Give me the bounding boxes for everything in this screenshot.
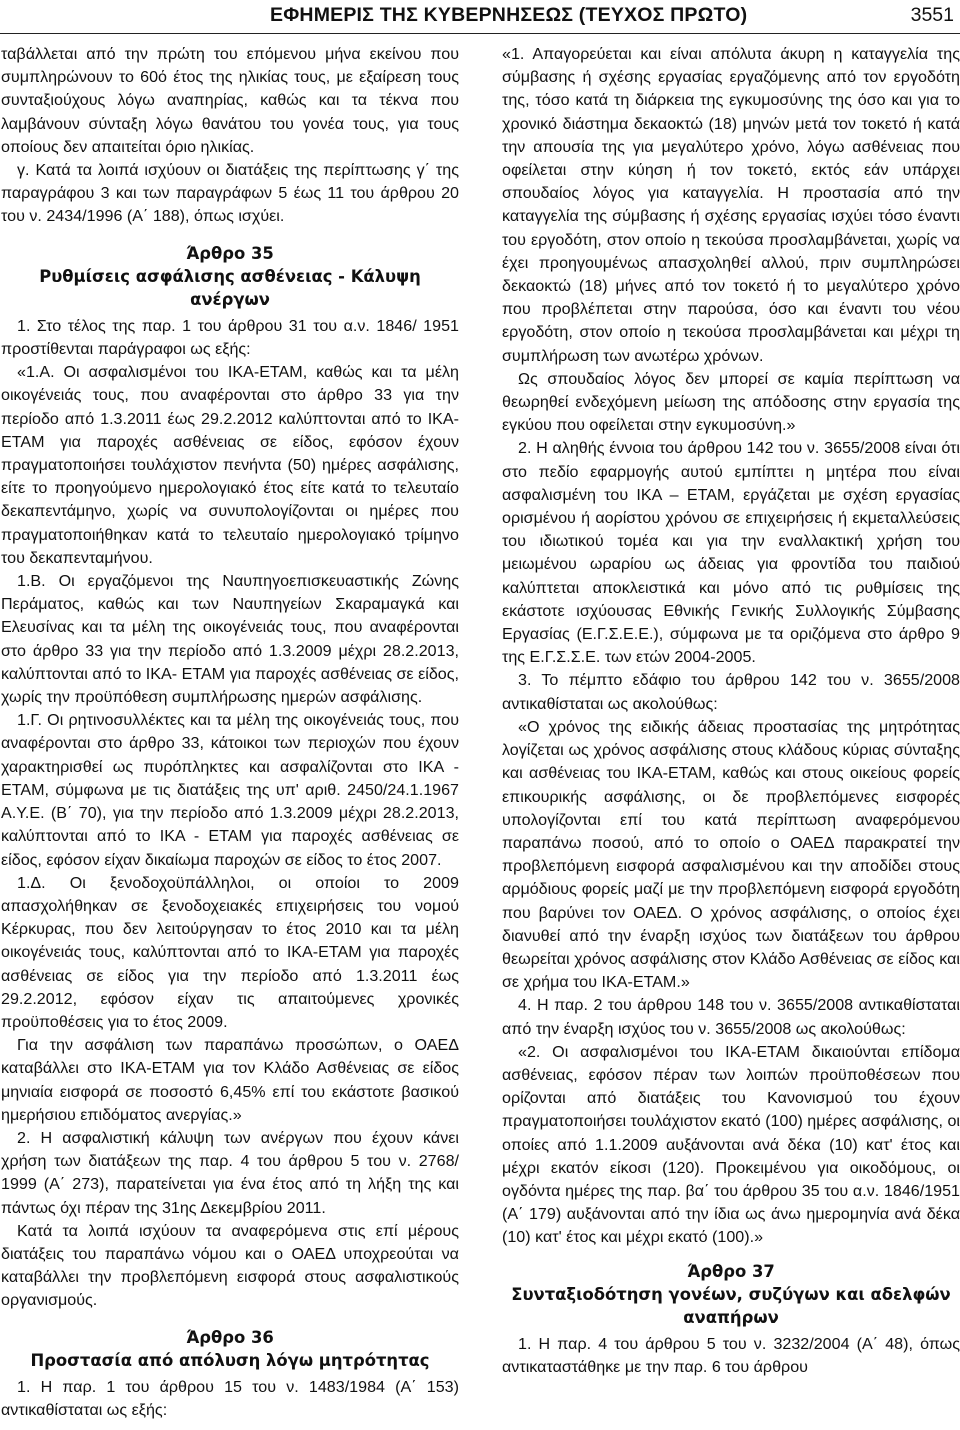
header-divider [0,33,960,34]
gazette-title: ΕΦΗΜΕΡΙΣ ΤΗΣ ΚΥΒΕΡΝΗΣΕΩΣ (ΤΕΥΧΟΣ ΠΡΩΤΟ) [270,4,748,26]
page-number: 3551 [910,4,954,26]
paragraph: «2. Οι ασφαλισμένοι του ΙΚΑ-ΕΤΑΜ δικαιούνται επίδομα ασθένειας, εφόσον πέραν των λοιπών προϋποθέσεων που ορίζονται από διατάξεις του Κανονισμού του έχουν πραγματοποιήσει τουλάχιστον εκατό (100) ημέρες ασφάλισης, οι οποίες από 1.1.2009 αυξάνονται ανά δέκα (10) κατ' έτος και μέχρι εκατόν είκοσι (120). Προκειμένου για οικοδόμους, οι ογδόντα ημέρες της παρ. βα΄ του άρθρου 35 του α.ν. 1846/1951 (Α΄ 179) αυξάνονται από την ίδια ως άνω ημερομηνία ανά δέκα (10) κατ' έτος και μέχρι εκατό (100).» [502,1042,960,1247]
paragraph: 1. Στο τέλος της παρ. 1 του άρθρου 31 του α.ν. 1846/ 1951 προστίθενται παράγραφοι ως εξής: [1,316,459,359]
article-37-subtitle: Συνταξιοδότηση γονέων, συζύγων και αδελφών αναπήρων [511,1284,951,1327]
paragraph: 1.Δ. Οι ξενοδοχοϋπάλληλοι, οι οποίοι το 2009 απασχολήθηκαν σε ξενοδοχειακές επιχειρήσεις του νομού Κέρκυρας, που δεν λειτούργησαν το έτος 2010 και τα μέλη οικογένειάς τους, καλύπτονται από το ΙΚΑ-ΕΤΑΜ για παροχές ασθένειας σε είδος για την περίοδο από 1.3.2011 έως 29.2.2012, εφόσον είχαν τις απαιτούμενες χρονικές προϋποθέσεις για το έτος 2009. [1,873,459,1031]
paragraph: 1.Β. Οι εργαζόμενοι της Ναυπηγοεπισκευαστικής Ζώνης Περάματος, καθώς και των Ναυπηγείων Σκαραμαγκά και Ελευσίνας και τα μέλη της οικογένειάς τους, που αναφέρονται στο άρθρο 33 για την περίοδο από 1.3.2009 μέχρι 28.2.2013, καλύπτονται από το ΙΚΑ- ΕΤΑΜ για παροχές ασθένειας σε είδος, χωρίς την προϋπόθεση συμπλήρωσης ημερών ασφάλισης. [1,572,459,707]
paragraph: ταβάλλεται από την πρώτη του επόμενου μήνα εκείνου που συμπληρώνουν το 60ό έτος της ηλικίας τους, με εξαίρεση τους συνταξιούχους λόγω αναπηρίας, καθώς και τα τέκνα που λαμβάνουν σύνταξη λόγω θανάτου του γονέα τους, για τους οποίους δεν απαιτείται όριο ηλικίας. [1,45,459,156]
article-37-title: Άρθρο 37 [687,1261,775,1281]
page-header [0,4,960,30]
paragraph: Κατά τα λοιπά ισχύουν τα αναφερόμενα στις επί μέρους διατάξεις του παραπάνω νόμου και ο ΟΑΕΔ υποχρεούται να καταβάλλει την προβλεπόμενη εισφορά στους ασφαλιστικούς οργανισμούς. [1,1221,459,1310]
paragraph: 4. Η παρ. 2 του άρθρου 148 του ν. 3655/2008 αντικαθίσταται από την έναρξη ισχύος του ν. 3655/2008 ως ακολούθως: [502,996,960,1038]
left-column [1,43,459,1422]
article-35-title: Άρθρο 35 [186,243,274,263]
paragraph: 1. Η παρ. 4 του άρθρου 5 του ν. 3232/2004 (Α΄ 48), όπως αντικαταστάθηκε με την παρ. 6 του άρθρου [502,1334,960,1376]
paragraph: 2. Η ασφαλιστική κάλυψη των ανέργων που έχουν κάνει χρήση των διατάξεων της παρ. 4 του άρθρου 5 του ν. 2768/ 1999 (Α΄ 273), παρατείνεται για ένα έτος από τη λήξη της και πάντως όχι πέραν της 31ης Δεκεμβρίου 2011. [1,1128,459,1217]
right-column [502,43,960,1379]
paragraph: Για την ασφάλιση των παραπάνω προσώπων, ο ΟΑΕΔ καταβάλλει στο ΙΚΑ-ΕΤΑΜ για τον Κλάδο Ασθένειας σε είδος μηνιαία εισφορά σε ποσοστό 6,45% επί του εκάστοτε βασικού ημερήσιου επιδόματος ανεργίας.» [1,1036,459,1124]
article-35-subtitle: Ρυθμίσεις ασφάλισης ασθένειας - Κάλυψη ανέργων [39,266,421,309]
paragraph: Ως σπουδαίος λόγος δεν μπορεί σε καμία περίπτωση να θεωρηθεί ενδεχόμενη μείωση της απόδοσης στην εργασία της εγκύου που οφείλεται στην εγκυμοσύνη.» [502,369,960,435]
paragraph: 3. Το πέμπτο εδάφιο του άρθρου 142 του ν. 3655/2008 αντικαθίσταται ως ακολούθως: [502,671,960,713]
paragraph: 2. Η αληθής έννοια του άρθρου 142 του ν. 3655/2008 είναι ότι στο πεδίο εφαρμογής αυτού εμπίπτει η μητέρα που είναι ασφαλισμένη του ΙΚΑ – ΕΤΑΜ, εργάζεται με σχέση εργασίας ορισμένου ή αορίστου χρόνου σε επιχειρήσεις ή εκμεταλλεύσεις του ιδιωτικού τομέα και για την εναλλακτική χρήση του μειωμένου ωραρίου ως άδειας για φροντίδα του παιδιού καλύπτεται αποκλειστικά και μόνο από τις ρυθμίσεις της εκάστοτε ισχύουσας Εθνικής Γενικής Συλλογικής Σύμβασης Εργασίας (Ε.Γ.Σ.Ε.Ε.), σύμφωνα με τα οριζόμενα στο άρθρο 9 της Ε.Γ.Σ.Σ.Ε. των ετών 2004-2005. [502,439,960,667]
article-36-subtitle: Προστασία από απόλυση λόγω μητρότητας [30,1350,430,1370]
paragraph: «1. Απαγορεύεται και είναι απόλυτα άκυρη η καταγγελία της σύμβασης ή σχέσης εργασίας εργαζόμενης από τον εργοδότη της, τόσο κατά τη διάρκεια της εγκυμοσύνης της όσο και για το χρονικό διάστημα δεκαοκτώ (18) μηνών μετά τον τοκετό ή κατά την απουσία της για μεγαλύτερο χρόνο, λόγω ασθένειας που οφείλεται στην κύηση ή τον τοκετό, εκτός εάν υπάρχει σπουδαίος λόγος για καταγγελία. Η προστασία από την καταγγελία της σύμβασης ή σχέσης εργασίας ισχύει τόσο έναντι του εργοδότη, στον οποίο η τεκούσα προσλαμβάνεται, χωρίς να έχει προηγουμένως απασχοληθεί αλλού, πριν συμπληρώσει δεκαοκτώ (18) μήνες από τον τοκετό ή το μεγαλύτερο χρόνο που προβλέπεται στην παρούσα, όσο και έναντι του νέου εργοδότη, στον οποίο η τεκούσα προσλαμβάνεται και μέχρι τη συμπλήρωση των ανωτέρω χρόνων. [502,45,960,365]
paragraph: 1.Γ. Οι ρητινοσυλλέκτες και τα μέλη της οικογένειάς τους, που αναφέρονται στο άρθρο 33, κάτοικοι των περιοχών που έχουν χαρακτηρισθεί ως πυρόπληκτες και ασφαλίζονται στο ΙΚΑ - ΕΤΑΜ, σύμφωνα με τις διατάξεις της υπ' αριθ. 2450/24.1.1967 Α.Υ.Ε. (Β΄ 70), για την περίοδο από 1.3.2009 μέχρι 28.2.2013, καλύπτονται από το ΙΚΑ - ΕΤΑΜ για παροχές ασθένειας σε είδος, εφόσον είχαν δικαίωμα παροχών σε είδος το έτος 2007. [1,711,459,869]
paragraph: «Ο χρόνος της ειδικής άδειας προστασίας της μητρότητας λογίζεται ως χρόνος ασφάλισης στους κλάδους κύριας σύνταξης και ασθένειας του ΙΚΑ-ΕΤΑΜ, καθώς και στους οικείους φορείς επικουρικής ασφάλισης, οι δε προβλεπόμενες εισφορές υπολογίζονται επί του κατά περίπτωση αναφερόμενου παραπάνω ποσού, από το οποίο ο ΟΑΕΔ παρακρατεί την προβλεπόμενη εισφορά ασφαλισμένου και την αποδίδει στους αρμόδιους φορείς μαζί με την προβλεπόμενη εισφορά εργοδότη που βαρύνει τον ΟΑΕΔ. Ο χρόνος ασφάλισης, ο οποίος έχει διανυθεί από την έναρξη ισχύος των διατάξεων του άρθρου θεωρείται χρόνος ασφάλισης στον Κλάδο Ασθένειας σε είδος και σε χρήμα του ΙΚΑ-ΕΤΑΜ.» [502,717,960,992]
paragraph: 1. Η παρ. 1 του άρθρου 15 του ν. 1483/1984 (Α΄ 153) αντικαθίσταται ως εξής: [1,1377,459,1419]
paragraph: γ. Κατά τα λοιπά ισχύουν οι διατάξεις της περίπτωσης γ΄ της παραγράφου 3 και των παραγράφων 5 έως 11 του άρθρου 20 του ν. 2434/1996 (Α΄ 188), όπως ισχύει. [1,161,459,226]
article-36-title: Άρθρο 36 [186,1327,274,1347]
paragraph: «1.Α. Οι ασφαλισμένοι του ΙΚΑ-ΕΤΑΜ, καθώς και τα μέλη οικογένειάς τους, που αναφέρονται στο άρθρο 33 για την περίοδο από 1.3.2011 έως 29.2.2012 καλύπτονται από το ΙΚΑ-ΕΤΑΜ για παροχές ασθένειας σε είδος, εφόσον έχουν πραγματοποιήσει τουλάχιστον πενήντα (50) ημέρες ασφάλισης, είτε το προηγούμενο ημερολογιακό έτος είτε κατά το τελευταίο δεκαπεντάμηνο, χωρίς να συνυπολογίζονται οι ημέρες που πραγματοποιήθηκαν κατά το τελευταίο ημερολογιακό τρίμηνο του δεκαπενταμήνου. [1,363,459,567]
